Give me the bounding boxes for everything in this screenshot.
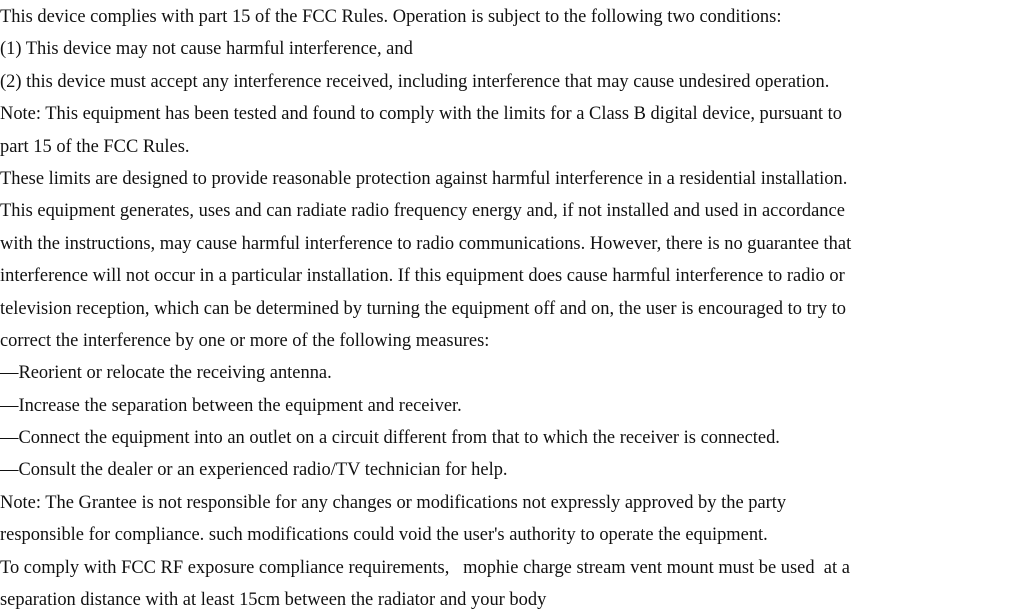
limits-paragraph-line: These limits are designed to provide reasonable protection against harmful interference in a residential installation. (0, 167, 848, 188)
class-b-note-line: part 15 of the FCC Rules. (0, 135, 190, 156)
radiation-paragraph-line: with the instructions, may cause harmful interference to radio communications. However, there is no guarantee that (0, 232, 852, 253)
class-b-note-line: Note: This equipment has been tested and found to comply with the limits for a Class B digital device, pursuant to (0, 103, 843, 124)
grantee-note-line: Note: The Grantee is not responsible for any changes or modifications not expressly approved by the party (0, 491, 787, 512)
rf-exposure-line: separation distance with at least 15cm between the radiator and your body (0, 589, 547, 610)
measure-item: —Increase the separation between the equipment and receiver. (0, 394, 462, 415)
rf-exposure-line: To comply with FCC RF exposure compliance requirements, mophie charge stream vent mount must be used at a (0, 556, 850, 577)
intro-line: This device complies with part 15 of the FCC Rules. Operation is subject to the following two conditions: (0, 6, 782, 26)
condition-2-line: (2) this device must accept any interference received, including interference that may cause undesired operation. (0, 70, 830, 91)
radiation-paragraph-line: television reception, which can be determined by turning the equipment off and on, the user is encouraged to try to (0, 297, 847, 318)
radiation-paragraph-line: interference will not occur in a particular installation. If this equipment does cause harmful interference to radio or (0, 265, 845, 286)
condition-1-line: (1) This device may not cause harmful interference, and (0, 38, 413, 59)
measure-item: —Reorient or relocate the receiving antenna. (0, 362, 332, 383)
radiation-paragraph-line: correct the interference by one or more of the following measures: (0, 329, 490, 350)
measure-item: —Consult the dealer or an experienced radio/TV technician for help. (0, 459, 508, 480)
radiation-paragraph-line: This equipment generates, uses and can radiate radio frequency energy and, if not installed and used in accordance (0, 200, 845, 221)
grantee-note-line: responsible for compliance. such modifications could void the user's authority to operate the equipment. (0, 524, 768, 545)
measure-item: —Connect the equipment into an outlet on a circuit different from that to which the receiver is connected. (0, 427, 780, 448)
